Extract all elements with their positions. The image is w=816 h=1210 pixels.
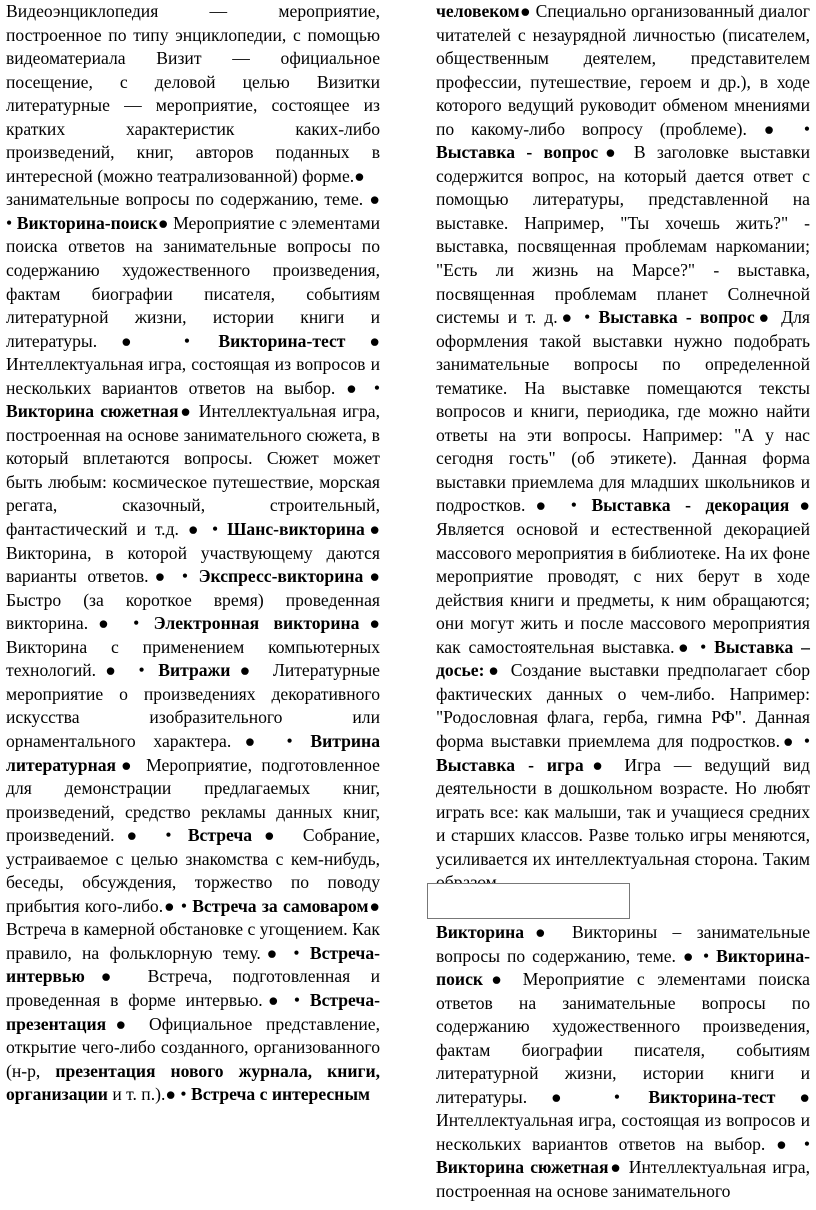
definition-text: Быстро (за короткое время) проведенная викторина.● • [6, 589, 380, 634]
definition-text: Официальное представление, открытие чего-либо созданного, организованного (н-р, [6, 1013, 380, 1081]
right-column-lower [436, 921, 810, 1204]
term-shans-viktorina: Шанс-викторина● [227, 519, 381, 540]
definition-text: В заголовке выставки содержится вопрос, на который дается ответ с помощью литературы, представленной на выставке. Например, "Ты хочешь жить?" - выставка, посвященная проблемам наркомании; "Есть ли жизнь на Марсе?" - выставка, посвященная проблемам планет Солнечной системы и т. д.● • [436, 142, 810, 328]
term-vitrazhi: Витражи● [158, 660, 260, 681]
definition-text: Интеллектуальная игра, состоящая из вопросов и нескольких вариантов ответов на выбор. ● • [6, 354, 380, 398]
term-ekspress-viktorina: Экспресс-викторина● [198, 566, 380, 587]
term-vystavka-igra: Выставка - игра● [436, 754, 612, 775]
term-viktorina-poisk: Викторина-поиск● [436, 945, 810, 990]
empty-frame [427, 883, 630, 919]
right-column-upper [436, 0, 810, 895]
definition-text: и т. п.).● • [107, 1084, 191, 1105]
definition-text: Является основой и естественной декорацией массового мероприятия в библиотеке. На их фоне мероприятие проводят, с них берут в ходе действия книги и предметы, к ним обращаются; они могут жить и после массового мероприятия как самостоятельная выставка.● • [436, 519, 810, 657]
term-viktorina-syuzhetnaya: Викторина сюжетная● [436, 1157, 623, 1178]
definition-text: Литературные мероприятие о произведениях декоративного искусства изобразительного или орнаментального характера.● • [6, 660, 380, 751]
definition-text: Викторины – занимательные вопросы по содержанию, теме. ● • [436, 922, 811, 966]
definition-text: Мероприятие с элементами поиска ответов на занимательные вопросы по содержанию художественного произведения, фактам биографии писателя, событиям литературной жизни, истории книги и литературы.● • [6, 212, 380, 351]
definition-text: Собрание, устраиваемое с целью знакомства с кем-нибудь, беседы, обсуждения, торжество по поводу прибытия кого-либо.● • [6, 825, 380, 916]
definition-text: Специально организованный диалог читателей с незаурядной личностью (писателем, общественным деятелем, представителем профессии, путешествие, героем и др.), в ходе которого ведущий руководит обменом мнениями по какому-либо вопросу (проблеме). ● • [436, 1, 811, 139]
definition-text: Мероприятие, подготовленное для демонстрации предлагаемых книг, произведений, средство рекламы данных книг, произведений.● • [6, 754, 380, 846]
term-elektronnaya-viktorina: Электронная викторина● [153, 613, 380, 634]
intro-text: Видеоэнциклопедия — мероприятие, построенное по типу энциклопедии, с помощью видеоматериала Визит — официальное посещение, с деловой целью Визитки литературные — мероприятие, состоящее из кратких характеристик каких-либо произведений, книг, авторов поданных в интересной (можно театрализованной) форме.● [6, 1, 380, 186]
term-viktorina-test: Викторина-тест● [648, 1086, 810, 1107]
definition-text: Интеллектуальная игра, состоящая из вопросов и нескольких вариантов ответов на выбор. ● • [436, 1110, 810, 1154]
term-chelovekom: человеком● [436, 1, 531, 21]
term-vstrecha-prezentaciya: Встреча-презентация● [6, 989, 380, 1034]
left-column [6, 0, 380, 1107]
term-vystavka-dekoraciya: Выставка - декорация● [591, 495, 810, 516]
definition-text: Интеллектуальная игра, построенная на основе занимательного сюжета, в который вплетаются вопросы. Сюжет может быть любым: космическое путешествие, морская регата, сказочный, строительный, фантастический и т.д. ● • [6, 401, 381, 540]
term-vitrina: Витрина литературная● [6, 730, 380, 775]
term-vstrecha: Встреча● [187, 825, 287, 846]
term-vystavka-dosye: Выставка – досье:● [436, 636, 810, 681]
definition-text: Для оформления такой выставки нужно подобрать занимательные вопросы по определенной тематике. На выставке помещаются тексты вопросов и книги, периодика, где можно найти ответы на эти вопросы. Например: "А у нас сегодня гость" (об этикете). Данная форма выставки приемлема для младших школьников и подростков.● • [436, 307, 810, 516]
definition-text: Викторина с применением компьютерных технологий.● • [6, 636, 380, 681]
definition-text: Встреча в камерной обстановке с угощением. Как правило, на фольклорную тему.● • [6, 919, 380, 963]
definition-text: Игра — ведущий вид деятельности в дошкольном возрасте. Но любят играть все: как малыши, так и учащиеся средних и старших классов. Разве только игры меняются, усиливается их интеллектуальная сторона. Таким [436, 754, 810, 869]
term-vstrecha-samovar: Встреча за самоваром● [192, 895, 380, 916]
definition-text: Викторина, в которой участвующему даются варианты ответов.● • [6, 542, 380, 587]
continuation-text: занимательные вопросы по содержанию, теме. ● • [6, 189, 380, 233]
term-vstrecha-s-interesnym: Встреча с интересным [190, 1084, 371, 1105]
term-viktorina-syuzhetnaya: Викторина сюжетная● [6, 401, 193, 422]
definition-text: Интеллектуальная игра, построенная на основе занимательного [436, 1157, 811, 1202]
term-viktorina-poisk: Викторина-поиск● [16, 212, 169, 233]
bold-phrase: презентация нового журнала, книги, организации [6, 1060, 380, 1105]
term-vystavka-vopros-2: Выставка - вопрос● [598, 307, 773, 328]
term-viktorina-test: Викторина-тест● [218, 330, 380, 351]
definition-text: Мероприятие с элементами поиска ответов на занимательные вопросы по содержанию художественного произведения, фактам биографии писателя, событиям литературной жизни, истории книги и литературы.● • [436, 969, 810, 1107]
definition-text: Создание выставки предполагает сбор фактических данных о чем-либо. Например: "Родословная флага, герба, гимна РФ". Данная форма выставки приемлема для подростков.● • [436, 660, 810, 751]
term-vystavka-vopros: Выставка - вопрос● [436, 142, 623, 163]
term-viktorina: Викторина● [436, 922, 557, 942]
definition-text: Встреча, подготовленная и проведенная в форме интервью.● • [6, 966, 380, 1010]
term-vstrecha-intervyu: Встреча-интервью● [6, 942, 380, 987]
